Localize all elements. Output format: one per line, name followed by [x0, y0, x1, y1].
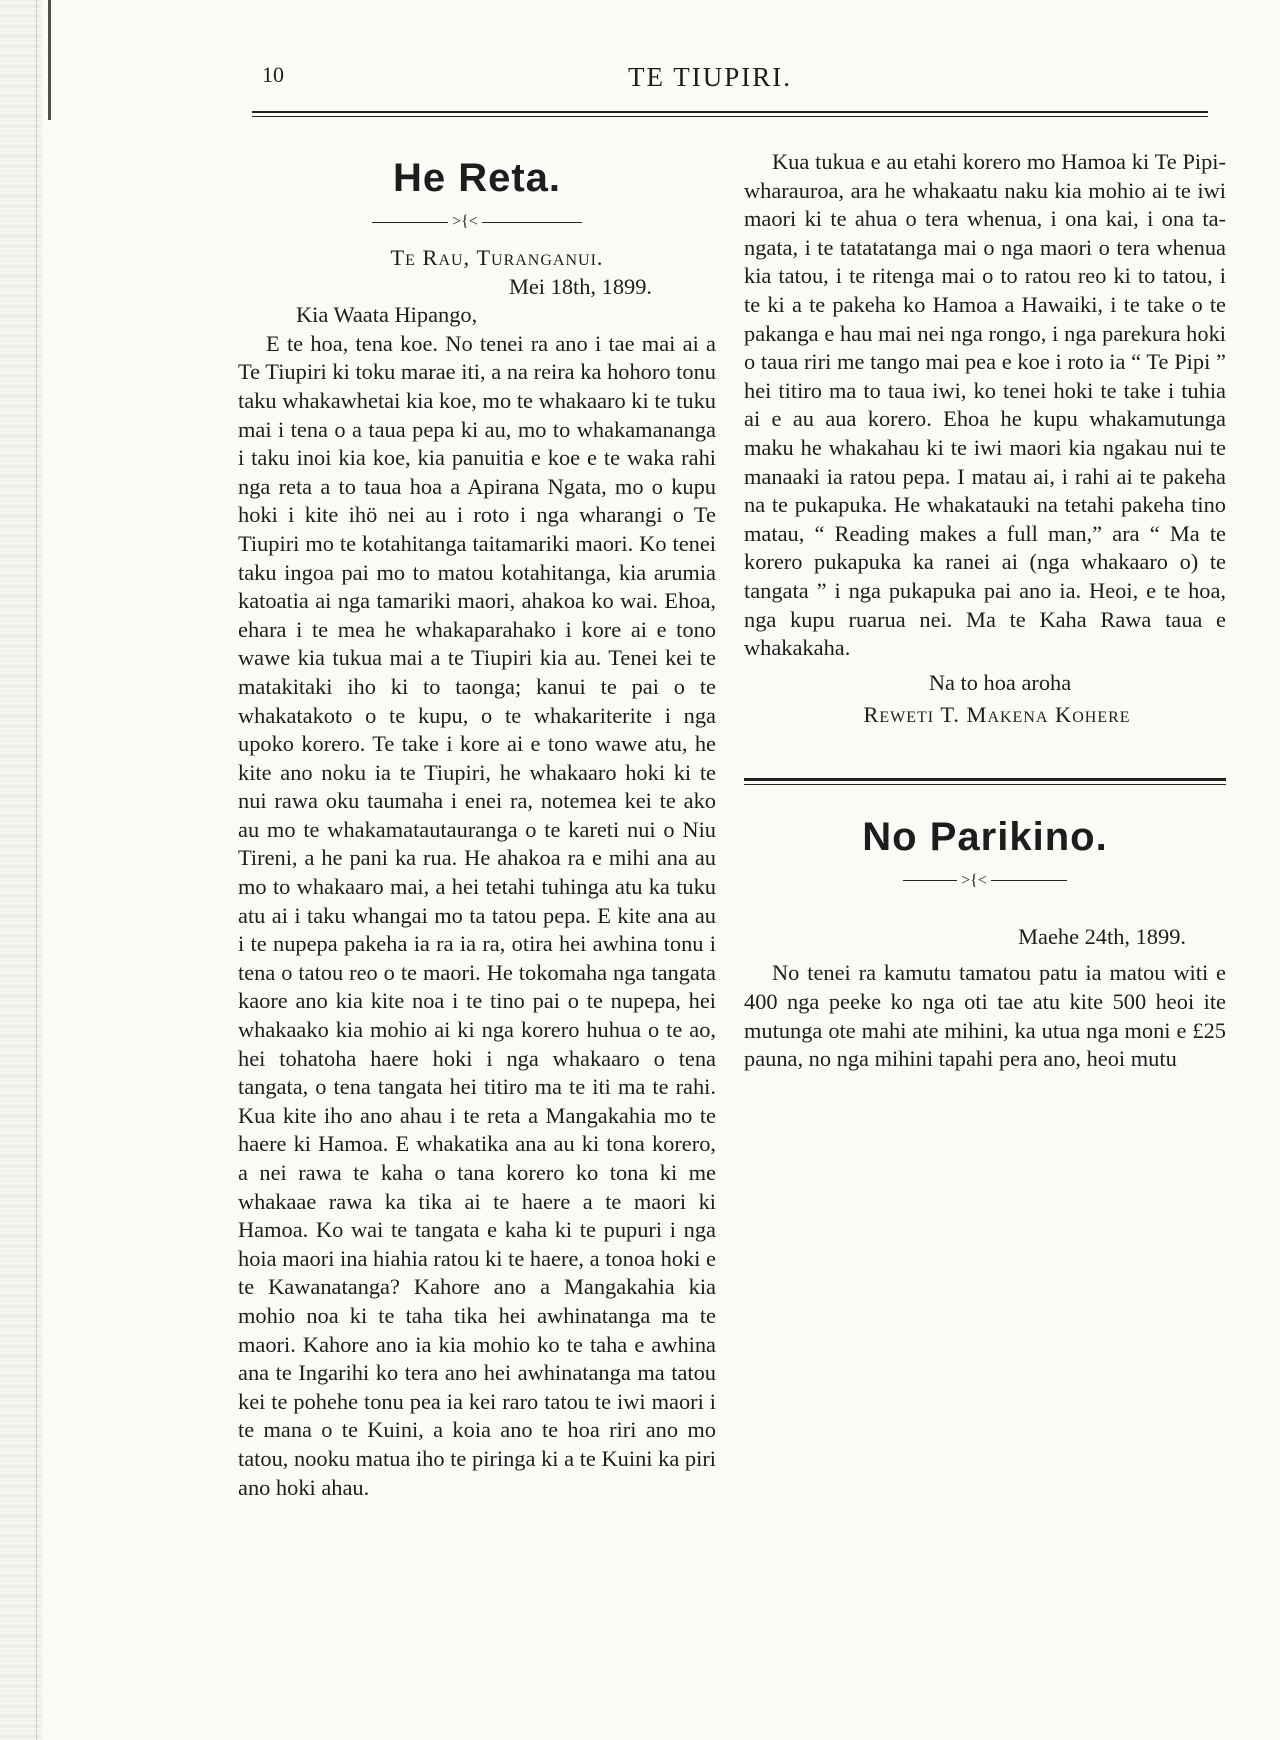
section-divider — [744, 778, 1226, 785]
article2-title: No Parikino. — [862, 814, 1108, 859]
article2-paragraph-1: No tenei ra kamutu tamatou patu ia matou witi e 400 nga peeke ko nga oti tae atu kite 500 heoi ite mutunga ote mahi ate mihini, ka utua nga moni e £25 pauna, no nga mihini tapahi pera ano, heoi mutu — [744, 960, 1226, 1072]
article2-date: Maehe 24th, 1899. — [1018, 923, 1186, 949]
letter-date: Mei 18th, 1899. — [508, 273, 652, 299]
letter-closing: Na to hoa aroha — [928, 669, 1072, 695]
binding-mark — [48, 0, 51, 120]
ornament-rule-left — [903, 880, 957, 881]
letter-title: He Reta. — [392, 156, 562, 200]
running-head — [0, 62, 1280, 102]
header-rule — [252, 111, 1208, 117]
letter-salutation: Kia Waata Hipango, — [296, 302, 478, 328]
title-ornament — [238, 208, 716, 236]
ornament-rule-left — [372, 222, 448, 223]
ornament-fleuron: >{< — [452, 213, 478, 230]
letter-signature: Reweti T. Makena Kohere — [863, 702, 1131, 728]
article2-heading — [744, 813, 1226, 895]
column-right — [744, 148, 1226, 1074]
ornament-rule-right — [482, 222, 582, 223]
letter-paragraph-2: Kua tukua e au etahi korero mo Hamoa ki Te Pipi-wharauroa, ara he whakaatu naku kia mohio ai te iwi maori ki te ahua o tera whenua, i ona kai, i ona tangata, i te tatatatanga mai o nga maori o tera whenua kia tatou, i te ritenga mai o to ratou reo ki to tatou, i te ki a te pakeha ko Hamoa a Hawaiki, i te take o te pakanga e hau mai nei nga rongo, i nga parekura hoki o taua riri me tango mai pea e koe i roto ia “ Te Pipi ” hei titiro ma to taua iwi, ko tenei hoki te take i tuhia ai e au aua korero. Ehoa he kupu whakamutunga maku he whakahau ki te iwi maori kia ngakau nui te manaaki ia ratou pepa. I matau ai, i rahi ai te pakeha na te pukapuka. He whakatauki na tetahi pakeha tino matau, “ Reading makes a full man,” ara “ Ma te korero pukapuka ka ranei ai (nga whakaaro o) te tangata ” i nga pukapuka pai ano ia. Heoi, e te hoa, nga kupu ruarua nei. Ma te Kaha Rawa taua e whakakaha. — [744, 149, 1226, 661]
page-number: 10 — [262, 62, 284, 87]
column-left — [238, 148, 716, 1502]
letter-place: Te Rau, Turanganui. — [390, 245, 604, 270]
journal-title: TE TIUPIRI. — [628, 62, 792, 92]
ornament-rule-right — [991, 880, 1067, 881]
ornament-fleuron: >{< — [961, 871, 987, 889]
article2-ornament — [744, 867, 1226, 895]
scan-edge-line — [36, 0, 37, 1740]
letter-paragraph-1: E te hoa, tena koe. No tenei ra ano i tae mai ai a Te Tiupiri ki toku marae iti, a na reira ka hohoro tonu taku whakawhetai kia koe, mo te whakaaro ki te tuku mai i tena o a taua pepa ki au, mo to whakamananga i taku inoi kia koe, kia panuitia e koe e te waka rahi nga reta a to taua hoa a Apirana Ngata, mo o kupu hoki i kite ihö nei au i roto i nga wharangi o Te Tiupiri mo te kotahitanga taitamariki maori. Ko tenei taku ingoa pai mo to matou kotahitanga, kia arumia katoatia ai nga tamariki maori, ahakoa ko wai. Ehoa, ehara i te mea he whakaparahako i kore ai e tono wawe kia tukua mai a te Tiupiri kia au. Tenei kei te matakitaki iho ki to taonga; kanui te pai o te whakatakoto o te kupu, o te whakariterite i nga upoko korero. Te take i kore ai e tono wawe atu, he kite ano noku ia te Tiupiri, he whakaaro hoki ki te nui rawa oku taumaha i enei ra, notemea kei te ako au mo te whakamatautauranga o te kareti nui o Niu Tireni, a he pani ka rua. He ahakoa ra e mihi ana au mo to whakaaro mai, a hei tetahi tuhinga atu ka tuku atu ai i taku whangai mo ta tatou pepa. E kite ana au i te nupepa pakeha ia ra ia ra, otira hei awhina tonu i tena o tatou reo o te maori. He tokomaha nga tangata kaore ano kia kite noa i te tino pai o te nupepa, hei whakaako kia mohio ai ki nga korero huhua o te ao, hei tohatoha haere hoki i nga whakaaro o tena tangata, o tena tangata hei titiro ma te iti ma te rahi. Kua kite iho ano ahau i te reta a Mangakahia mo te haere ki Hamoa. E whakatika ana au ki tona korero, a nei rawa te kaha o tana korero ko tona ki me whakaae rawa ka tika ai te haere a te maori ki Hamoa. Ko wai te tangata e kaha ki te pupuri i nga hoia maori ina hiahia ratou ki te haere, a tonoa hoki e te Kawanatanga? Kahore ano a Mangakahia kia mohio noa ki te taha tika hei awhinatanga ma te maori. Kahore ano ia kia mohio ko te taha e awhina ana te Ingarihi ko tera ano hei awhinatanga ma tatou kei te pohehe tonu pea ia kei raro tatou te iwi maori i te mana o te Kuini, a koia ano te hoa riri ano mo tatou, nooku matua iho te piringa ki a te Kuini ka piri ano hoki ahau. — [238, 330, 716, 1500]
